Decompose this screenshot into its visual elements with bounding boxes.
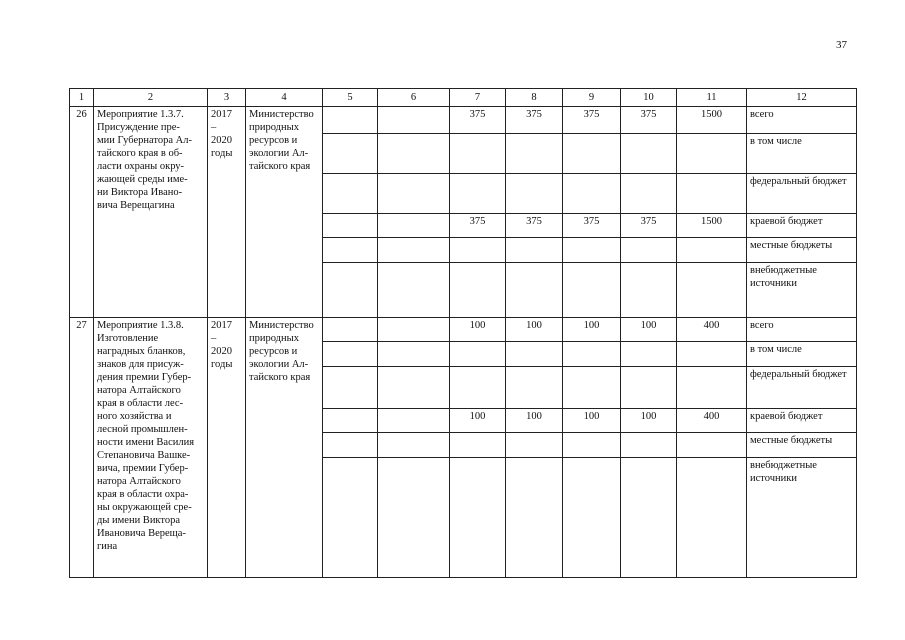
cell-7 — [450, 238, 506, 263]
cell-5 — [323, 238, 378, 263]
cell-7 — [450, 263, 506, 318]
cell-7 — [450, 367, 506, 409]
executor: Министерство природных ресурсов и экологии Ал- тайского края — [246, 318, 323, 578]
budget-table — [69, 88, 857, 578]
cell-7 — [450, 174, 506, 214]
cell-7 — [450, 342, 506, 367]
funding-source: краевой бюджет — [747, 214, 857, 238]
measure-name: Мероприятие 1.3.8. Изготовление наградных бланков, знаков для присуж- дения премии Губер- натора Алтайского края в области лес- ного хозяйства и лесной промышлен- ности имени Василия Степановича Вашке- вича, премии Губер- натора Алтайского края в области охра- ны окружающей сре- ды имени Виктора Ивановича Вереща- гина — [94, 318, 208, 578]
cell-6 — [378, 263, 450, 318]
cell-7: 375 — [450, 214, 506, 238]
cell-5 — [323, 409, 378, 433]
cell-8 — [506, 458, 563, 578]
executor: Министерство природных ресурсов и экологии Ал- тайского края — [246, 107, 323, 318]
cell-7 — [450, 458, 506, 578]
column-header: 1 — [70, 89, 94, 107]
cell-8: 100 — [506, 318, 563, 342]
cell-10: 100 — [621, 409, 677, 433]
funding-source: местные бюджеты — [747, 433, 857, 458]
cell-11 — [677, 367, 747, 409]
funding-source: внебюджетные источники — [747, 458, 857, 578]
page-number: 37 — [836, 39, 847, 51]
cell-9 — [563, 174, 621, 214]
cell-6 — [378, 238, 450, 263]
funding-source: в том числе — [747, 134, 857, 174]
cell-9: 375 — [563, 107, 621, 134]
cell-5 — [323, 367, 378, 409]
cell-5 — [323, 107, 378, 134]
cell-6 — [378, 214, 450, 238]
cell-7 — [450, 134, 506, 174]
cell-11 — [677, 134, 747, 174]
cell-9: 375 — [563, 214, 621, 238]
funding-source: местные бюджеты — [747, 238, 857, 263]
funding-source: в том числе — [747, 342, 857, 367]
column-header: 5 — [323, 89, 378, 107]
cell-6 — [378, 458, 450, 578]
column-header: 9 — [563, 89, 621, 107]
cell-8 — [506, 342, 563, 367]
cell-11: 1500 — [677, 214, 747, 238]
cell-6 — [378, 107, 450, 134]
cell-9 — [563, 458, 621, 578]
cell-9 — [563, 367, 621, 409]
cell-11 — [677, 238, 747, 263]
cell-5 — [323, 458, 378, 578]
cell-10 — [621, 174, 677, 214]
cell-9 — [563, 238, 621, 263]
funding-source: всего — [747, 107, 857, 134]
cell-8 — [506, 433, 563, 458]
cell-11 — [677, 174, 747, 214]
cell-10 — [621, 134, 677, 174]
cell-11 — [677, 263, 747, 318]
column-header: 10 — [621, 89, 677, 107]
table-row — [70, 107, 857, 134]
funding-source: краевой бюджет — [747, 409, 857, 433]
funding-source: внебюджетные источники — [747, 263, 857, 318]
cell-8 — [506, 174, 563, 214]
cell-10: 100 — [621, 318, 677, 342]
cell-9: 100 — [563, 409, 621, 433]
cell-9 — [563, 342, 621, 367]
cell-5 — [323, 263, 378, 318]
cell-5 — [323, 342, 378, 367]
cell-11 — [677, 433, 747, 458]
cell-8: 100 — [506, 409, 563, 433]
cell-10 — [621, 367, 677, 409]
column-header: 2 — [94, 89, 208, 107]
cell-5 — [323, 433, 378, 458]
table-row — [70, 318, 857, 342]
row-number: 27 — [70, 318, 94, 578]
cell-11 — [677, 342, 747, 367]
cell-10 — [621, 433, 677, 458]
column-header: 12 — [747, 89, 857, 107]
column-header: 6 — [378, 89, 450, 107]
cell-9 — [563, 134, 621, 174]
column-header: 3 — [208, 89, 246, 107]
cell-6 — [378, 409, 450, 433]
cell-7: 100 — [450, 409, 506, 433]
cell-6 — [378, 134, 450, 174]
funding-source: федеральный бюджет — [747, 174, 857, 214]
funding-source: всего — [747, 318, 857, 342]
cell-6 — [378, 342, 450, 367]
cell-7: 100 — [450, 318, 506, 342]
cell-10: 375 — [621, 107, 677, 134]
cell-8 — [506, 238, 563, 263]
column-header: 11 — [677, 89, 747, 107]
cell-10: 375 — [621, 214, 677, 238]
cell-5 — [323, 318, 378, 342]
column-header: 7 — [450, 89, 506, 107]
cell-9 — [563, 433, 621, 458]
cell-7 — [450, 433, 506, 458]
cell-6 — [378, 367, 450, 409]
cell-11: 1500 — [677, 107, 747, 134]
header-row — [70, 89, 857, 107]
cell-11: 400 — [677, 318, 747, 342]
cell-10 — [621, 238, 677, 263]
column-header: 8 — [506, 89, 563, 107]
funding-source: федеральный бюджет — [747, 367, 857, 409]
period: 2017 – 2020 годы — [208, 318, 246, 578]
cell-6 — [378, 174, 450, 214]
cell-8: 375 — [506, 107, 563, 134]
cell-8 — [506, 263, 563, 318]
cell-11: 400 — [677, 409, 747, 433]
cell-8: 375 — [506, 214, 563, 238]
period: 2017 – 2020 годы — [208, 107, 246, 318]
row-number: 26 — [70, 107, 94, 318]
column-header: 4 — [246, 89, 323, 107]
measure-name: Мероприятие 1.3.7. Присуждение пре- мии Губернатора Ал- тайского края в об- ласти охраны окру- жающей среды име- ни Виктора Ивано- вича Верещагина — [94, 107, 208, 318]
cell-11 — [677, 458, 747, 578]
cell-10 — [621, 263, 677, 318]
cell-9: 100 — [563, 318, 621, 342]
cell-6 — [378, 318, 450, 342]
cell-5 — [323, 214, 378, 238]
cell-5 — [323, 134, 378, 174]
cell-5 — [323, 174, 378, 214]
cell-7: 375 — [450, 107, 506, 134]
cell-8 — [506, 134, 563, 174]
cell-8 — [506, 367, 563, 409]
cell-10 — [621, 342, 677, 367]
cell-6 — [378, 433, 450, 458]
cell-10 — [621, 458, 677, 578]
cell-9 — [563, 263, 621, 318]
